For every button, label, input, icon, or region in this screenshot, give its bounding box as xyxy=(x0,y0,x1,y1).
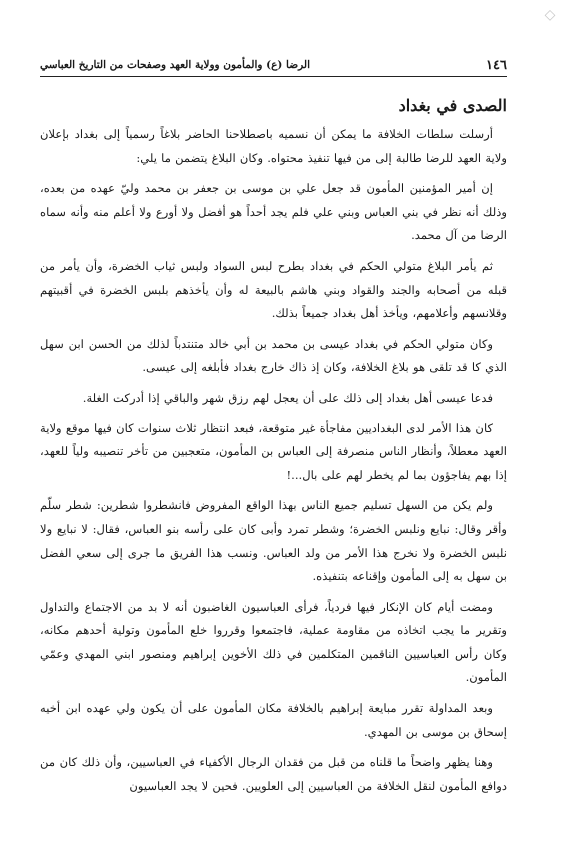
section-title: الصدى في بغداد xyxy=(398,96,507,115)
paragraph: فدعا عيسى أهل بغداد إلى ذلك على أن يعجل لهم رزق شهر والباقي إذا أدركت الغلة. xyxy=(82,390,493,405)
paragraph: ولم يكن من السهل تسليم جميع الناس بهذا الواقع المفروض فانشطروا شطرين: شطر سلّم وأقر وقال: نبايع ونلبس الخضرة؛ وشطر تمرد وأبى كان على رأسه بنو العباس، فقال: لا نبايع ولا نلبس الخضرة ولا نخرج هذا الأمر من ولد العباس. ونسب هذا الفريق ما جرى إلى سعي الفضل بن سهل به إلى المأمون وإقناعه بتنفيذه. xyxy=(40,498,507,584)
paragraph: ومضت أيام كان الإنكار فيها فردياً، فرأى العباسيون الغاضبون أنه لا بد من الاجتماع والتداول وتقرير ما يجب اتخاذه من مقاومة عملية، فاجتمعوا وقرروا خلع المأمون وتولية أحدهم مكانه، وكان رأس العباسيين الناقمين المتكلمين في ذلك الأخوين إبراهيم ومنصور ابني المهدي وعمّي المأمون. xyxy=(40,599,507,685)
running-title: الرضا (ع) والمأمون وولاية العهد وصفحات من التاريخ العباسي xyxy=(40,59,311,71)
paragraph: كان هذا الأمر لدى البغداديين مفاجأة غير متوقعة، فبعد انتظار ثلاث سنوات كان فيها موقع ولاية العهد معطلاً، وأنظار الناس منصرفة إلى العباس بن المأمون، متعجبين من تأخر تنصيبه ولياً للعهد، إذا بهم يفاجؤون بما لم يخطر لهم على بال...! xyxy=(40,420,507,482)
page-body xyxy=(40,96,507,805)
paragraph: وبعد المداولة تقرر مبايعة إبراهيم بالخلافة مكان المأمون على أن يكون ولي عهده ابن أخيه إسحاق بن موسى بن المهدي. xyxy=(40,701,507,739)
paragraph: وكان متولي الحكم في بغداد عيسى بن محمد بن أبي خالد متنتدباً لذلك من الحسن ابن سهل الذي كا قد تلقى هو بلاغ الخلافة، وكان إذ ذاك خارج بغداد فأبلغه إلى عيسى. xyxy=(40,336,507,375)
paragraph: أرسلت سلطات الخلافة ما يمكن أن نسميه باصطلاحنا الحاضر بلاغاً رسمياً إلى بغداد بإعلان ولاية العهد للرضا طالبة إلى من فيها تنفيذ محتواه. وكان البلاغ يتضمن ما يلي: xyxy=(40,127,507,165)
header-rule xyxy=(40,76,507,77)
page-number: ١٤٦ xyxy=(486,57,507,73)
paragraph: ثم يأمر البلاغ متولي الحكم في بغداد بطرح لبس السواد ولبس ثياب الخضرة، وأن يأمر من قبله من أصحابه والجند والقواد وبني هاشم بالبيعة له وأن يأخذهم بلبس الخضرة في أقبيتهم وقلانسهم وأعلامهم، ويأخذ أهل بغداد جميعاً بذلك. xyxy=(40,258,507,321)
paragraph: إن أمير المؤمنين المأمون قد جعل علي بن موسى بن جعفر بن محمد وليّ عهده من بعده، وذلك أنه نظر في بني العباس وبني علي فلم يجد أحداً هو أفضل ولا أورع ولا أعلم منه وأنه سماه الرضا من آل محمد. xyxy=(40,181,507,243)
running-head xyxy=(40,56,507,74)
paragraph: وهنا يظهر واضحاً ما قلناه من قبل من فقدان الرجال الأكفياء في العباسيين، وأن ذلك كان من دوافع المأمون لنقل الخلافة من العباسيين إلى العلويين. فحين لا يجد العباسيون xyxy=(40,755,507,793)
corner-mark-icon: ◇ xyxy=(544,7,556,23)
